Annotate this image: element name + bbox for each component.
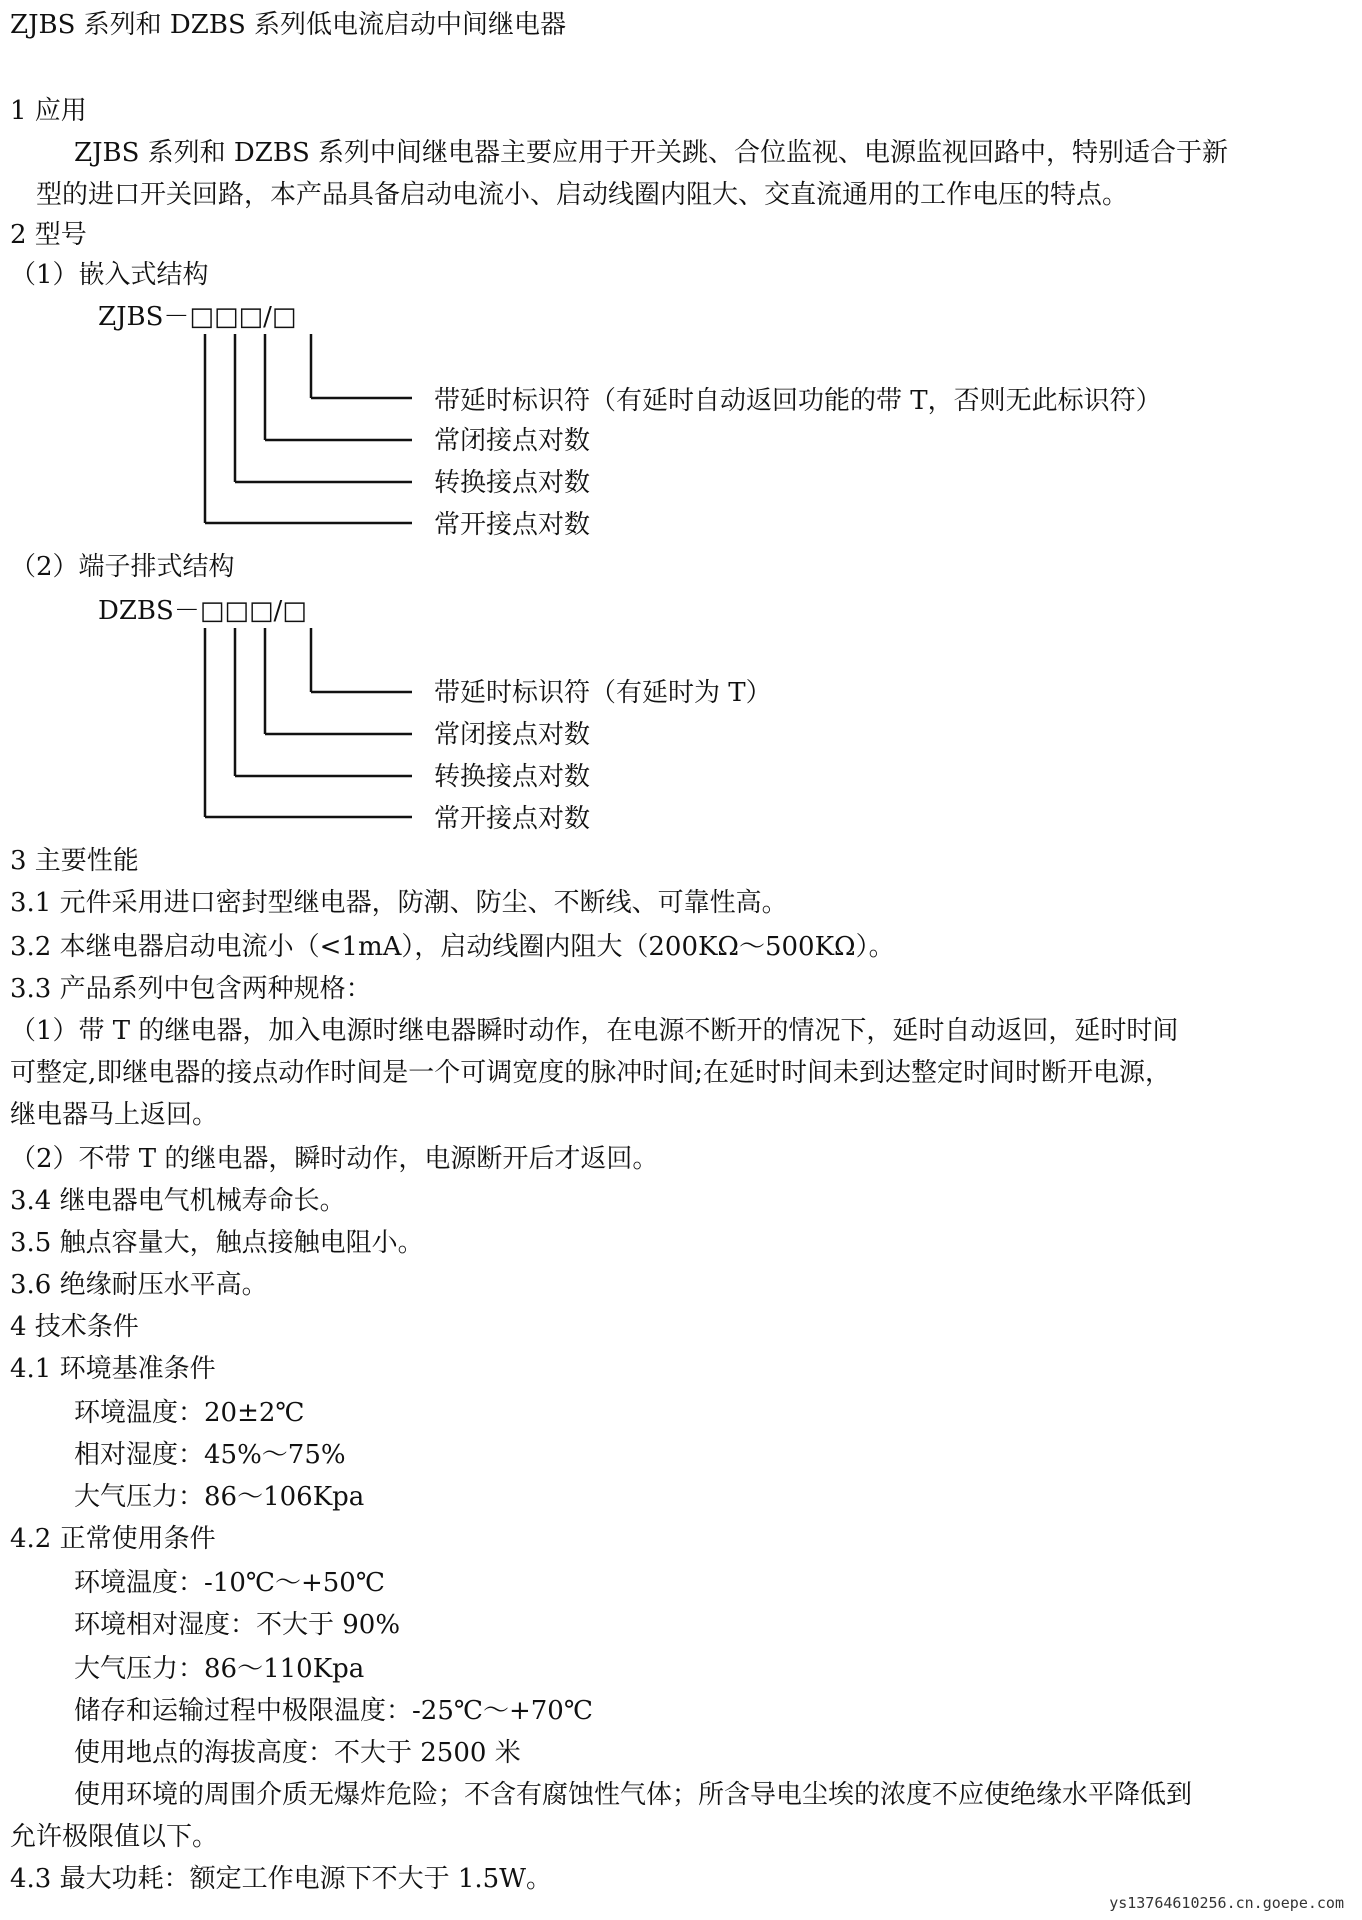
env-paragraph-line: 允许极限值以下。: [10, 1822, 219, 1852]
watermark: ys13764610256.cn.goepe.com: [1109, 1894, 1344, 1912]
section-3-item: 3.1 元件采用进口密封型继电器，防潮、防尘、不断线、可靠性高。: [10, 888, 788, 918]
env-condition: 储存和运输过程中极限温度：-25℃～+70℃: [74, 1696, 593, 1726]
env-paragraph-line: 使用环境的周围介质无爆炸危险；不含有腐蚀性气体；所含导电尘埃的浓度不应使绝缘水平降低到: [74, 1780, 1193, 1810]
section-3-item: 3.6 绝缘耐压水平高。: [10, 1270, 268, 1300]
model-code-zjbs: ZJBS－□□□/□: [98, 302, 297, 332]
model-code-dzbs: DZBS－□□□/□: [98, 596, 307, 626]
section-3-item: 3.5 触点容量大，触点接触电阻小。: [10, 1228, 424, 1258]
env-condition: 使用地点的海拔高度：不大于 2500 米: [74, 1738, 521, 1768]
diagram-label: 带延时标识符（有延时为 T）: [434, 678, 772, 708]
section-4-item: 4.1 环境基准条件: [10, 1354, 216, 1384]
subsection-terminal: （2）端子排式结构: [10, 552, 235, 582]
diagram-label: 常闭接点对数: [434, 720, 591, 750]
section-3-item: 3.4 继电器电气机械寿命长。: [10, 1186, 346, 1216]
env-condition: 大气压力：86～106Kpa: [74, 1482, 365, 1512]
diagram-label: 转换接点对数: [434, 762, 591, 792]
document-title: ZJBS 系列和 DZBS 系列低电流启动中间继电器: [10, 10, 567, 40]
diagram-label: 常闭接点对数: [434, 426, 591, 456]
section-4-item: 4.3 最大功耗：额定工作电源下不大于 1.5W。: [10, 1864, 552, 1894]
env-condition: 大气压力：86～110Kpa: [74, 1654, 365, 1684]
env-condition: 相对湿度：45%～75%: [74, 1440, 346, 1470]
diagram-label: 转换接点对数: [434, 468, 591, 498]
section-4-heading: 4 技术条件: [10, 1312, 139, 1342]
section-1-paragraph-line: 型的进口开关回路，本产品具备启动电流小、启动线圈内阻大、交直流通用的工作电压的特点。: [36, 180, 1129, 210]
diagram-dzbs-lines: [205, 628, 412, 817]
diagram-label: 常开接点对数: [434, 510, 591, 540]
section-4-item: 4.2 正常使用条件: [10, 1524, 216, 1554]
section-3-paragraph-line: 可整定,即继电器的接点动作时间是一个可调宽度的脉冲时间;在延时时间未到达整定时间时断开电源，: [10, 1058, 1172, 1088]
diagram-label: 常开接点对数: [434, 804, 591, 834]
section-3-paragraph-line: （1）带 T 的继电器，加入电源时继电器瞬时动作，在电源不断开的情况下，延时自动返回，延时时间: [10, 1016, 1179, 1046]
section-1-paragraph-line: ZJBS 系列和 DZBS 系列中间继电器主要应用于开关跳、合位监视、电源监视回路中，特别适合于新: [74, 138, 1229, 168]
subsection-embedded: （1）嵌入式结构: [10, 260, 209, 290]
section-3-paragraph-line: （2）不带 T 的继电器，瞬时动作，电源断开后才返回。: [10, 1144, 659, 1174]
env-condition: 环境温度：20±2℃: [74, 1398, 305, 1428]
section-2-heading: 2 型号: [10, 220, 87, 250]
section-3-paragraph-line: 继电器马上返回。: [10, 1100, 219, 1130]
diagram-zjbs-lines: [205, 334, 412, 523]
env-condition: 环境温度：-10℃～+50℃: [74, 1568, 385, 1598]
env-condition: 环境相对湿度：不大于 90%: [74, 1610, 401, 1640]
section-3-item: 3.3 产品系列中包含两种规格：: [10, 974, 372, 1004]
section-3-heading: 3 主要性能: [10, 846, 139, 876]
section-1-heading: 1 应用: [10, 96, 87, 126]
diagram-label: 带延时标识符（有延时自动返回功能的带 T，否则无此标识符）: [434, 386, 1162, 416]
section-3-item: 3.2 本继电器启动电流小（<1mA），启动线圈内阻大（200KΩ～500KΩ）。: [10, 932, 895, 962]
